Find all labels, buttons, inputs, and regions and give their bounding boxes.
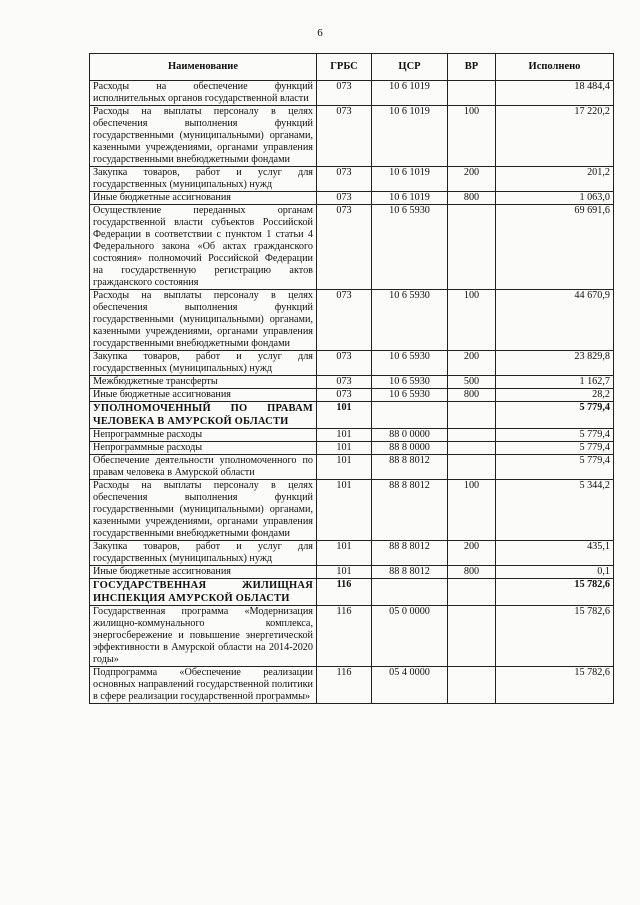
cell-name: Расходы на обеспечение функций исполнительных органов государственной власти xyxy=(90,81,317,106)
cell-vr xyxy=(448,606,496,667)
cell-csr: 88 8 8012 xyxy=(372,480,448,541)
cell-grbs: 073 xyxy=(317,376,372,389)
cell-vr xyxy=(448,429,496,442)
cell-name: ГОСУДАРСТВЕННАЯ ЖИЛИЩНАЯ ИНСПЕКЦИЯ АМУРСКОЙ ОБЛАСТИ xyxy=(90,579,317,606)
cell-amount: 201,2 xyxy=(496,167,614,192)
cell-grbs: 116 xyxy=(317,606,372,667)
cell-csr: 88 8 8012 xyxy=(372,455,448,480)
cell-vr xyxy=(448,579,496,606)
header-grbs: ГРБС xyxy=(317,54,372,81)
cell-vr xyxy=(448,205,496,290)
table-row xyxy=(90,167,614,192)
cell-csr xyxy=(372,402,448,429)
cell-amount: 15 782,6 xyxy=(496,667,614,704)
cell-csr xyxy=(372,579,448,606)
cell-amount: 1 063,0 xyxy=(496,192,614,205)
cell-name: Расходы на выплаты персоналу в целях обеспечения выполнения функций государственными (муниципальными) органами, казенными учреждениями, органами управления государственными внебюджетными фондами xyxy=(90,480,317,541)
cell-name: Непрограммные расходы xyxy=(90,442,317,455)
cell-name: УПОЛНОМОЧЕННЫЙ ПО ПРАВАМ ЧЕЛОВЕКА В АМУРСКОЙ ОБЛАСТИ xyxy=(90,402,317,429)
cell-csr: 10 6 1019 xyxy=(372,167,448,192)
cell-vr: 800 xyxy=(448,192,496,205)
cell-csr: 10 6 5930 xyxy=(372,376,448,389)
cell-name: Межбюджетные трансферты xyxy=(90,376,317,389)
cell-name: Непрограммные расходы xyxy=(90,429,317,442)
cell-csr: 10 6 5930 xyxy=(372,205,448,290)
cell-amount: 5 779,4 xyxy=(496,429,614,442)
cell-grbs: 116 xyxy=(317,579,372,606)
cell-csr: 10 6 1019 xyxy=(372,106,448,167)
cell-vr xyxy=(448,81,496,106)
cell-vr xyxy=(448,455,496,480)
cell-amount: 1 162,7 xyxy=(496,376,614,389)
cell-csr: 10 6 5930 xyxy=(372,290,448,351)
cell-grbs: 101 xyxy=(317,402,372,429)
cell-grbs: 073 xyxy=(317,389,372,402)
cell-csr: 05 0 0000 xyxy=(372,606,448,667)
cell-csr: 88 0 0000 xyxy=(372,429,448,442)
cell-grbs: 073 xyxy=(317,192,372,205)
table-row xyxy=(90,455,614,480)
cell-grbs: 101 xyxy=(317,442,372,455)
cell-vr: 800 xyxy=(448,389,496,402)
table-row xyxy=(90,606,614,667)
cell-vr: 100 xyxy=(448,480,496,541)
cell-amount: 5 779,4 xyxy=(496,455,614,480)
cell-amount: 0,1 xyxy=(496,566,614,579)
table-body xyxy=(90,81,614,704)
cell-grbs: 101 xyxy=(317,480,372,541)
cell-grbs: 073 xyxy=(317,81,372,106)
cell-name: Государственная программа «Модернизация жилищно-коммунального комплекса, энергосбережение и повышение энергетической эффективности в Амурской области на 2014-2020 годы» xyxy=(90,606,317,667)
cell-vr xyxy=(448,402,496,429)
cell-grbs: 073 xyxy=(317,205,372,290)
table-row xyxy=(90,192,614,205)
cell-grbs: 073 xyxy=(317,106,372,167)
table-row xyxy=(90,290,614,351)
cell-vr: 200 xyxy=(448,351,496,376)
cell-grbs: 073 xyxy=(317,167,372,192)
table-header-row xyxy=(90,54,614,81)
cell-name: Иные бюджетные ассигнования xyxy=(90,389,317,402)
cell-name: Осуществление переданных органам государственной власти субъектов Российской Федерации в соответствии с пунктом 1 статьи 4 Федерального закона «Об актах гражданского состояния» полномочий Российской Федерации на государственную регистрацию актов гражданского состояния xyxy=(90,205,317,290)
cell-amount: 5 779,4 xyxy=(496,442,614,455)
cell-name: Иные бюджетные ассигнования xyxy=(90,192,317,205)
cell-name: Иные бюджетные ассигнования xyxy=(90,566,317,579)
cell-amount: 5 779,4 xyxy=(496,402,614,429)
table-row xyxy=(90,376,614,389)
cell-vr: 200 xyxy=(448,541,496,566)
cell-csr: 10 6 1019 xyxy=(372,81,448,106)
cell-amount: 5 344,2 xyxy=(496,480,614,541)
cell-amount: 435,1 xyxy=(496,541,614,566)
cell-csr: 10 6 5930 xyxy=(372,389,448,402)
cell-name: Закупка товаров, работ и услуг для государственных (муниципальных) нужд xyxy=(90,167,317,192)
header-csr: ЦСР xyxy=(372,54,448,81)
cell-name: Расходы на выплаты персоналу в целях обеспечения выполнения функций государственными (муниципальными) органами, казенными учреждениями, органами управления государственными внебюджетными фондами xyxy=(90,106,317,167)
cell-name: Обеспечение деятельности уполномоченного по правам человека в Амурской области xyxy=(90,455,317,480)
header-executed: Исполнено xyxy=(496,54,614,81)
cell-amount: 28,2 xyxy=(496,389,614,402)
cell-grbs: 101 xyxy=(317,455,372,480)
cell-csr: 88 8 0000 xyxy=(372,442,448,455)
cell-vr: 100 xyxy=(448,290,496,351)
cell-amount: 44 670,9 xyxy=(496,290,614,351)
cell-vr: 200 xyxy=(448,167,496,192)
cell-csr: 10 6 1019 xyxy=(372,192,448,205)
cell-name: Закупка товаров, работ и услуг для государственных (муниципальных) нужд xyxy=(90,351,317,376)
cell-name: Закупка товаров, работ и услуг для государственных (муниципальных) нужд xyxy=(90,541,317,566)
cell-vr xyxy=(448,442,496,455)
table-row xyxy=(90,81,614,106)
page-number: 6 xyxy=(317,27,323,39)
cell-csr: 88 8 8012 xyxy=(372,566,448,579)
cell-amount: 69 691,6 xyxy=(496,205,614,290)
cell-grbs: 101 xyxy=(317,566,372,579)
cell-grbs: 101 xyxy=(317,429,372,442)
cell-amount: 18 484,4 xyxy=(496,81,614,106)
cell-name: Подпрограмма «Обеспечение реализации основных направлений государственной политики в сфере реализации государственной программы» xyxy=(90,667,317,704)
header-name: Наименование xyxy=(90,54,317,81)
cell-grbs: 073 xyxy=(317,351,372,376)
table-row xyxy=(90,389,614,402)
cell-amount: 23 829,8 xyxy=(496,351,614,376)
cell-csr: 10 6 5930 xyxy=(372,351,448,376)
cell-grbs: 073 xyxy=(317,290,372,351)
table-row xyxy=(90,667,614,704)
cell-grbs: 116 xyxy=(317,667,372,704)
cell-name: Расходы на выплаты персоналу в целях обеспечения выполнения функций государственными (муниципальными) органами, казенными учреждениями, органами управления государственными внебюджетными фондами xyxy=(90,290,317,351)
cell-csr: 05 4 0000 xyxy=(372,667,448,704)
cell-amount: 17 220,2 xyxy=(496,106,614,167)
cell-amount: 15 782,6 xyxy=(496,579,614,606)
cell-vr: 100 xyxy=(448,106,496,167)
header-vr: ВР xyxy=(448,54,496,81)
table-row xyxy=(90,106,614,167)
budget-execution-table xyxy=(89,53,614,704)
cell-vr xyxy=(448,667,496,704)
table-row xyxy=(90,429,614,442)
table-row xyxy=(90,566,614,579)
table-row xyxy=(90,205,614,290)
table-row xyxy=(90,480,614,541)
table-row xyxy=(90,351,614,376)
cell-csr: 88 8 8012 xyxy=(372,541,448,566)
cell-vr: 800 xyxy=(448,566,496,579)
table-section-row xyxy=(90,402,614,429)
cell-grbs: 101 xyxy=(317,541,372,566)
cell-vr: 500 xyxy=(448,376,496,389)
table-row xyxy=(90,541,614,566)
table-row xyxy=(90,442,614,455)
cell-amount: 15 782,6 xyxy=(496,606,614,667)
table-section-row xyxy=(90,579,614,606)
